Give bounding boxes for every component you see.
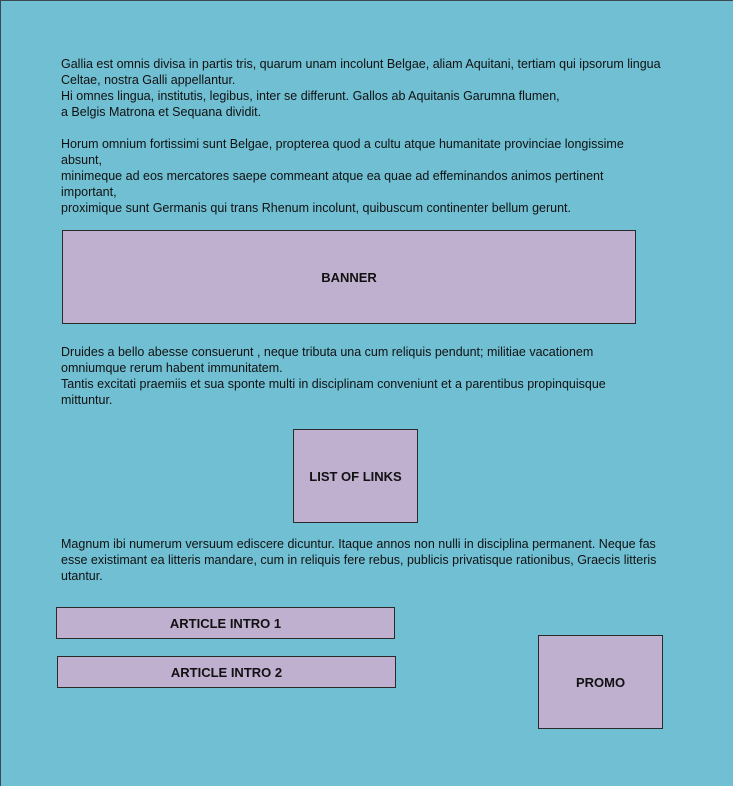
article-intro-1-label: ARTICLE INTRO 1 bbox=[169, 615, 282, 631]
promo-label: PROMO bbox=[575, 674, 626, 690]
banner-label: BANNER bbox=[321, 269, 377, 285]
list-of-links-block[interactable] bbox=[293, 429, 418, 523]
promo-block[interactable] bbox=[538, 635, 663, 729]
article-intro-1-block[interactable] bbox=[56, 607, 395, 639]
banner-block bbox=[62, 230, 636, 324]
article-intro-2-block[interactable] bbox=[57, 656, 396, 688]
magnum-paragraph: Magnum ibi numerum versuum ediscere dicuntur. Itaque annos non nulli in disciplina permanent. Neque fas esse existimant ea litteris mandare, cum in reliquis fere rebus, publicis privatisque rationibus, Graecis litteris utantur. bbox=[61, 537, 657, 583]
list-of-links-label: LIST OF LINKS bbox=[309, 468, 402, 484]
druides-paragraph: Druides a bello abesse consuerunt , neque tributa una cum reliquis pendunt; militiae vacationem omniumque rerum habent immunitatem. Tantis excitati praemiis et sua sponte multi in disciplinam conveniunt et a parentibus propinquisque mittuntur. bbox=[61, 345, 606, 407]
intro-paragraph-2: Horum omnium fortissimi sunt Belgae, propterea quod a cultu atque humanitate provinciae longissime absunt, minimeque ad eos mercatores saepe commeant atque ea quae ad effeminandos animos pertinent important, proximique sunt Germanis qui trans Rhenum incolunt, quibuscum continenter bellum gerunt. bbox=[61, 137, 624, 215]
intro-paragraph-1: Gallia est omnis divisa in partis tris, quarum unam incolunt Belgae, aliam Aquitani, tertiam qui ipsorum lingua Celtae, nostra Galli appellantur. Hi omnes lingua, institutis, legibus, inter se differunt. Gallos ab Aquitanis Garumna flumen, a Belgis Matrona et Sequana dividit. bbox=[61, 57, 661, 119]
article-intro-2-label: ARTICLE INTRO 2 bbox=[170, 664, 283, 680]
